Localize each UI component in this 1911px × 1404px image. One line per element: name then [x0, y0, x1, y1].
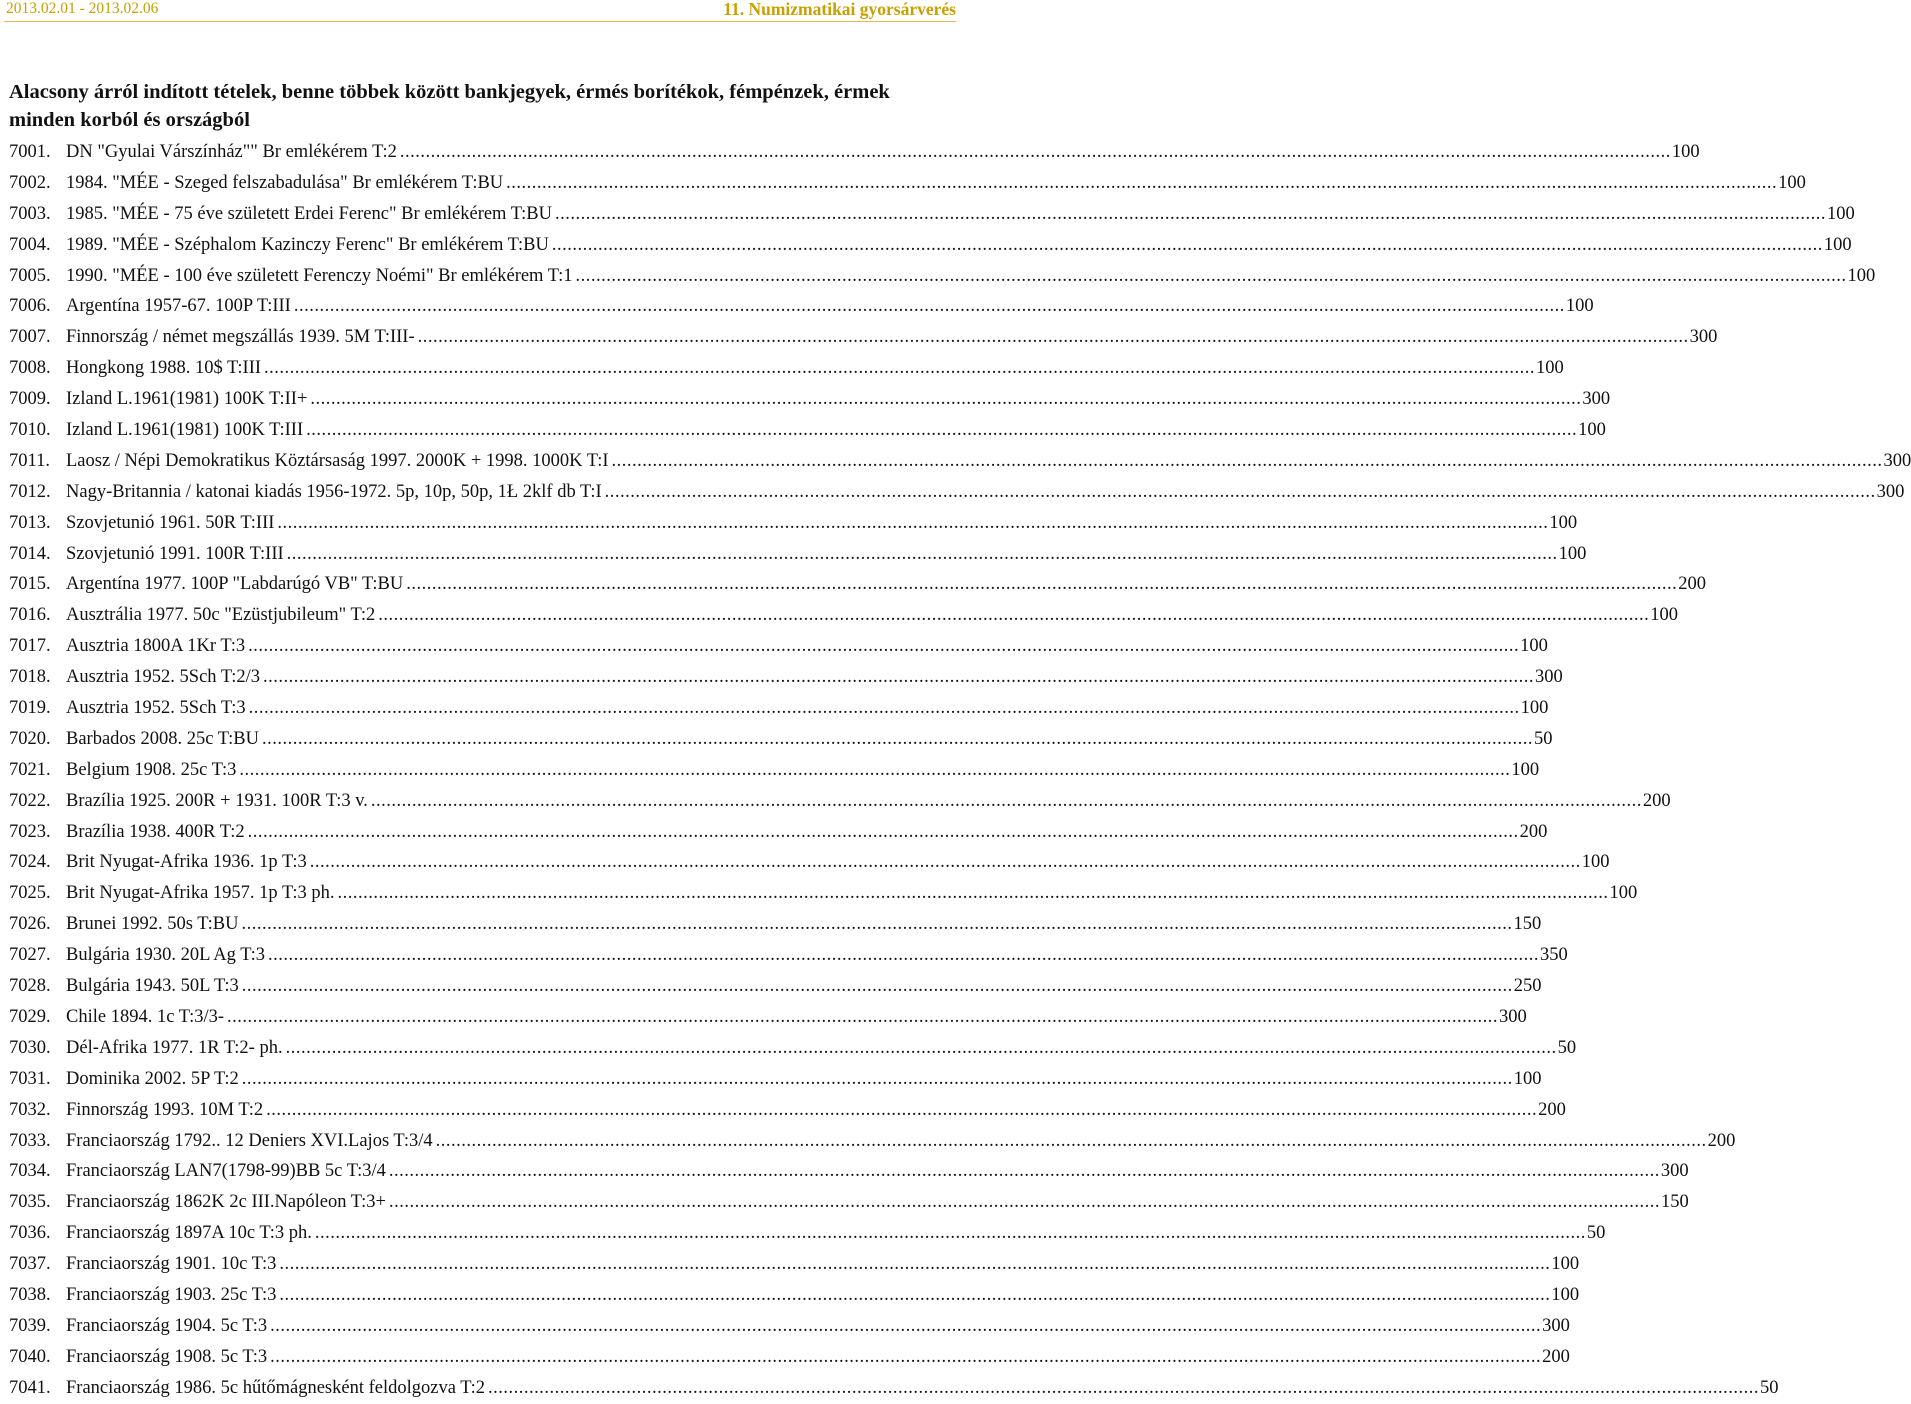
lot-description: Dél-Afrika 1977. 1R T:2- ph. — [66, 1033, 283, 1064]
lot-number: 7010. — [9, 415, 66, 446]
lot-number: 7014. — [9, 539, 66, 570]
lot-starting-price: 300 — [1582, 384, 1610, 415]
lot-number: 7019. — [9, 693, 66, 724]
lot-row — [9, 786, 869, 817]
lot-starting-price: 350 — [1540, 940, 1568, 971]
dot-leader — [315, 1218, 1586, 1249]
lot-starting-price: 100 — [1582, 847, 1610, 878]
dot-leader — [371, 786, 1642, 817]
lot-row — [9, 878, 869, 909]
dot-leader — [310, 847, 1581, 878]
lot-number: 7031. — [9, 1064, 66, 1095]
lot-starting-price: 100 — [1672, 137, 1700, 168]
dot-leader — [249, 693, 1520, 724]
lot-row — [9, 1373, 869, 1404]
lot-description: Argentína 1957-67. 100P T:III — [66, 291, 291, 322]
lot-number: 7011. — [9, 446, 66, 477]
lot-starting-price: 100 — [1551, 1249, 1579, 1280]
lot-number: 7001. — [9, 137, 66, 168]
dot-leader — [268, 940, 1539, 971]
lot-starting-price: 50 — [1534, 724, 1553, 755]
lot-starting-price: 200 — [1538, 1095, 1566, 1126]
section-heading: Alacsony árról indított tételek, benne többek között bankjegyek, érmés borítékok, fémpénzek, érmek minden korból és országból — [9, 78, 939, 134]
lot-starting-price: 100 — [1578, 415, 1606, 446]
lot-number: 7023. — [9, 817, 66, 848]
lot-row — [9, 1249, 869, 1280]
lot-number: 7020. — [9, 724, 66, 755]
lot-starting-price: 300 — [1499, 1002, 1527, 1033]
lot-number: 7032. — [9, 1095, 66, 1126]
lot-description: Barbados 2008. 25c T:BU — [66, 724, 259, 755]
lot-description: Ausztrália 1977. 50c "Ezüstjubileum" T:2 — [66, 600, 375, 631]
lot-description: 1984. "MÉE - Szeged felszabadulása" Br emlékérem T:BU — [66, 168, 503, 199]
lot-number: 7018. — [9, 662, 66, 693]
lot-row — [9, 415, 869, 446]
lot-number: 7036. — [9, 1218, 66, 1249]
lot-starting-price: 150 — [1513, 909, 1541, 940]
lot-starting-price: 200 — [1708, 1126, 1736, 1157]
lot-row — [9, 1218, 869, 1249]
dot-leader — [555, 199, 1826, 230]
lot-starting-price: 50 — [1587, 1218, 1606, 1249]
lot-description: Izland L.1961(1981) 100K T:III — [66, 415, 303, 446]
lot-starting-price: 200 — [1542, 1342, 1570, 1373]
lot-row — [9, 446, 869, 477]
lot-row — [9, 539, 869, 570]
lot-row — [9, 1156, 869, 1187]
lot-number: 7015. — [9, 569, 66, 600]
lot-starting-price: 100 — [1536, 353, 1564, 384]
lot-starting-price: 300 — [1535, 662, 1563, 693]
lot-row — [9, 755, 869, 786]
lot-number: 7004. — [9, 230, 66, 261]
lot-description: Ausztria 1952. 5Sch T:3 — [66, 693, 246, 724]
dot-leader — [262, 724, 1533, 755]
lot-description: 1989. "MÉE - Széphalom Kazinczy Ferenc" Br emlékérem T:BU — [66, 230, 549, 261]
lot-starting-price: 200 — [1520, 817, 1548, 848]
auction-date-range: 2013.02.01 - 2013.02.06 — [6, 0, 158, 18]
lot-row — [9, 1126, 869, 1157]
lot-starting-price: 150 — [1661, 1187, 1689, 1218]
lot-starting-price: 200 — [1678, 569, 1706, 600]
lot-number: 7008. — [9, 353, 66, 384]
lot-description: Franciaország 1903. 25c T:3 — [66, 1280, 276, 1311]
lot-row — [9, 631, 869, 662]
dot-leader — [488, 1373, 1759, 1404]
dot-leader — [294, 291, 1565, 322]
dot-leader — [406, 569, 1677, 600]
lot-number: 7040. — [9, 1342, 66, 1373]
lot-list — [9, 137, 869, 1404]
lot-description: 1985. "MÉE - 75 éve született Erdei Ferenc" Br emlékérem T:BU — [66, 199, 552, 230]
lot-number: 7017. — [9, 631, 66, 662]
lot-row — [9, 230, 869, 261]
lot-description: Franciaország 1792.. 12 Deniers XVI.Lajos T:3/4 — [66, 1126, 433, 1157]
dot-leader — [389, 1187, 1660, 1218]
dot-leader — [270, 1342, 1541, 1373]
lot-number: 7037. — [9, 1249, 66, 1280]
lot-starting-price: 300 — [1690, 322, 1718, 353]
lot-number: 7021. — [9, 755, 66, 786]
lot-number: 7012. — [9, 477, 66, 508]
lot-row — [9, 168, 869, 199]
dot-leader — [241, 909, 1512, 940]
lot-description: Ausztria 1952. 5Sch T:2/3 — [66, 662, 260, 693]
lot-row — [9, 137, 869, 168]
lot-row — [9, 940, 869, 971]
lot-row — [9, 291, 869, 322]
lot-description: Brit Nyugat-Afrika 1936. 1p T:3 — [66, 847, 307, 878]
lot-starting-price: 100 — [1511, 755, 1539, 786]
lot-description: Brazília 1925. 200R + 1931. 100R T:3 v. — [66, 786, 368, 817]
lot-number: 7028. — [9, 971, 66, 1002]
lot-starting-price: 50 — [1558, 1033, 1577, 1064]
dot-leader — [310, 384, 1581, 415]
lot-description: Szovjetunió 1991. 100R T:III — [66, 539, 284, 570]
lot-description: Brit Nyugat-Afrika 1957. 1p T:3 ph. — [66, 878, 335, 909]
dot-leader — [242, 971, 1513, 1002]
lot-starting-price: 300 — [1884, 446, 1911, 477]
lot-row — [9, 353, 869, 384]
lot-number: 7006. — [9, 291, 66, 322]
lot-row — [9, 384, 869, 415]
lot-row — [9, 508, 869, 539]
lot-number: 7041. — [9, 1373, 66, 1404]
lot-row — [9, 1002, 869, 1033]
lot-number: 7007. — [9, 322, 66, 353]
lot-number: 7024. — [9, 847, 66, 878]
lot-description: Franciaország LAN7(1798-99)BB 5c T:3/4 — [66, 1156, 386, 1187]
dot-leader — [418, 322, 1689, 353]
dot-leader — [286, 1033, 1557, 1064]
lot-starting-price: 100 — [1520, 631, 1548, 662]
lot-row — [9, 693, 869, 724]
lot-description: Brunei 1992. 50s T:BU — [66, 909, 238, 940]
lot-starting-price: 100 — [1549, 508, 1577, 539]
lot-row — [9, 909, 869, 940]
lot-row — [9, 1095, 869, 1126]
dot-leader — [242, 1064, 1513, 1095]
dot-leader — [436, 1126, 1707, 1157]
lot-starting-price: 100 — [1514, 1064, 1542, 1095]
dot-leader — [605, 477, 1876, 508]
lot-row — [9, 1311, 869, 1342]
lot-number: 7022. — [9, 786, 66, 817]
lot-starting-price: 100 — [1521, 693, 1549, 724]
lot-number: 7025. — [9, 878, 66, 909]
lot-starting-price: 300 — [1877, 477, 1905, 508]
lot-number: 7035. — [9, 1187, 66, 1218]
dot-leader — [248, 631, 1519, 662]
lot-starting-price: 200 — [1643, 786, 1671, 817]
lot-description: Finnország 1993. 10M T:2 — [66, 1095, 263, 1126]
lot-number: 7002. — [9, 168, 66, 199]
lot-description: DN "Gyulai Várszínház"" Br emlékérem T:2 — [66, 137, 397, 168]
lot-starting-price: 100 — [1610, 878, 1638, 909]
lot-starting-price: 100 — [1848, 261, 1876, 292]
lot-row — [9, 477, 869, 508]
lot-row — [9, 817, 869, 848]
lot-number: 7038. — [9, 1280, 66, 1311]
lot-row — [9, 1342, 869, 1373]
lot-description: Laosz / Népi Demokratikus Köztársaság 1997. 2000K + 1998. 1000K T:I — [66, 446, 609, 477]
dot-leader — [270, 1311, 1541, 1342]
dot-leader — [279, 1280, 1550, 1311]
lot-description: Izland L.1961(1981) 100K T:II+ — [66, 384, 307, 415]
lot-starting-price: 100 — [1559, 539, 1587, 570]
lot-description: 1990. "MÉE - 100 éve született Ferenczy Noémi" Br emlékérem T:1 — [66, 261, 573, 292]
lot-row — [9, 724, 869, 755]
dot-leader — [263, 662, 1534, 693]
lot-starting-price: 100 — [1650, 600, 1678, 631]
lot-number: 7027. — [9, 940, 66, 971]
lot-number: 7029. — [9, 1002, 66, 1033]
dot-leader — [576, 261, 1847, 292]
dot-leader — [306, 415, 1577, 446]
lot-description: Dominika 2002. 5P T:2 — [66, 1064, 239, 1095]
lot-description: Belgium 1908. 25c T:3 — [66, 755, 236, 786]
lot-row — [9, 662, 869, 693]
lot-row — [9, 1064, 869, 1095]
lot-row — [9, 261, 869, 292]
lot-starting-price: 250 — [1514, 971, 1542, 1002]
lot-row — [9, 1187, 869, 1218]
header-divider — [4, 21, 956, 22]
dot-leader — [287, 539, 1558, 570]
lot-starting-price: 100 — [1566, 291, 1594, 322]
auction-title: 11. Numizmatikai gyorsárverés — [723, 0, 956, 20]
lot-starting-price: 300 — [1542, 1311, 1570, 1342]
dot-leader — [552, 230, 1823, 261]
lot-description: Franciaország 1904. 5c T:3 — [66, 1311, 267, 1342]
lot-starting-price: 100 — [1824, 230, 1852, 261]
lot-row — [9, 199, 869, 230]
dot-leader — [266, 1095, 1537, 1126]
lot-number: 7013. — [9, 508, 66, 539]
lot-description: Franciaország 1901. 10c T:3 — [66, 1249, 276, 1280]
dot-leader — [227, 1002, 1498, 1033]
lot-number: 7003. — [9, 199, 66, 230]
lot-row — [9, 1033, 869, 1064]
lot-description: Finnország / német megszállás 1939. 5M T:III- — [66, 322, 415, 353]
lot-description: Hongkong 1988. 10$ T:III — [66, 353, 261, 384]
dot-leader — [264, 353, 1535, 384]
dot-leader — [612, 446, 1883, 477]
lot-row — [9, 971, 869, 1002]
lot-starting-price: 300 — [1661, 1156, 1689, 1187]
dot-leader — [239, 755, 1510, 786]
lot-number: 7016. — [9, 600, 66, 631]
lot-number: 7034. — [9, 1156, 66, 1187]
dot-leader — [378, 600, 1649, 631]
dot-leader — [389, 1156, 1660, 1187]
lot-starting-price: 100 — [1778, 168, 1806, 199]
page-header — [0, 0, 960, 20]
lot-row — [9, 569, 869, 600]
lot-row — [9, 322, 869, 353]
lot-description: Szovjetunió 1961. 50R T:III — [66, 508, 274, 539]
lot-description: Chile 1894. 1c T:3/3- — [66, 1002, 224, 1033]
lot-row — [9, 1280, 869, 1311]
lot-row — [9, 600, 869, 631]
dot-leader — [338, 878, 1609, 909]
lot-starting-price: 100 — [1827, 199, 1855, 230]
lot-number: 7030. — [9, 1033, 66, 1064]
lot-description: Brazília 1938. 400R T:2 — [66, 817, 245, 848]
lot-number: 7005. — [9, 261, 66, 292]
dot-leader — [400, 137, 1671, 168]
lot-number: 7033. — [9, 1126, 66, 1157]
lot-description: Franciaország 1908. 5c T:3 — [66, 1342, 267, 1373]
lot-number: 7009. — [9, 384, 66, 415]
lot-description: Ausztria 1800A 1Kr T:3 — [66, 631, 245, 662]
lot-description: Bulgária 1930. 20L Ag T:3 — [66, 940, 265, 971]
dot-leader — [279, 1249, 1550, 1280]
lot-starting-price: 50 — [1760, 1373, 1779, 1404]
lot-description: Franciaország 1897A 10c T:3 ph. — [66, 1218, 312, 1249]
lot-description: Franciaország 1862K 2c III.Napóleon T:3+ — [66, 1187, 386, 1218]
lot-number: 7026. — [9, 909, 66, 940]
lot-row — [9, 847, 869, 878]
lot-description: Bulgária 1943. 50L T:3 — [66, 971, 239, 1002]
lot-description: Argentína 1977. 100P "Labdarúgó VB" T:BU — [66, 569, 403, 600]
lot-starting-price: 100 — [1551, 1280, 1579, 1311]
lot-description: Nagy-Britannia / katonai kiadás 1956-1972. 5p, 10p, 50p, 1Ł 2klf db T:I — [66, 477, 602, 508]
lot-number: 7039. — [9, 1311, 66, 1342]
dot-leader — [506, 168, 1777, 199]
lot-description: Franciaország 1986. 5c hűtőmágnesként feldolgozva T:2 — [66, 1373, 485, 1404]
dot-leader — [248, 817, 1519, 848]
dot-leader — [277, 508, 1548, 539]
